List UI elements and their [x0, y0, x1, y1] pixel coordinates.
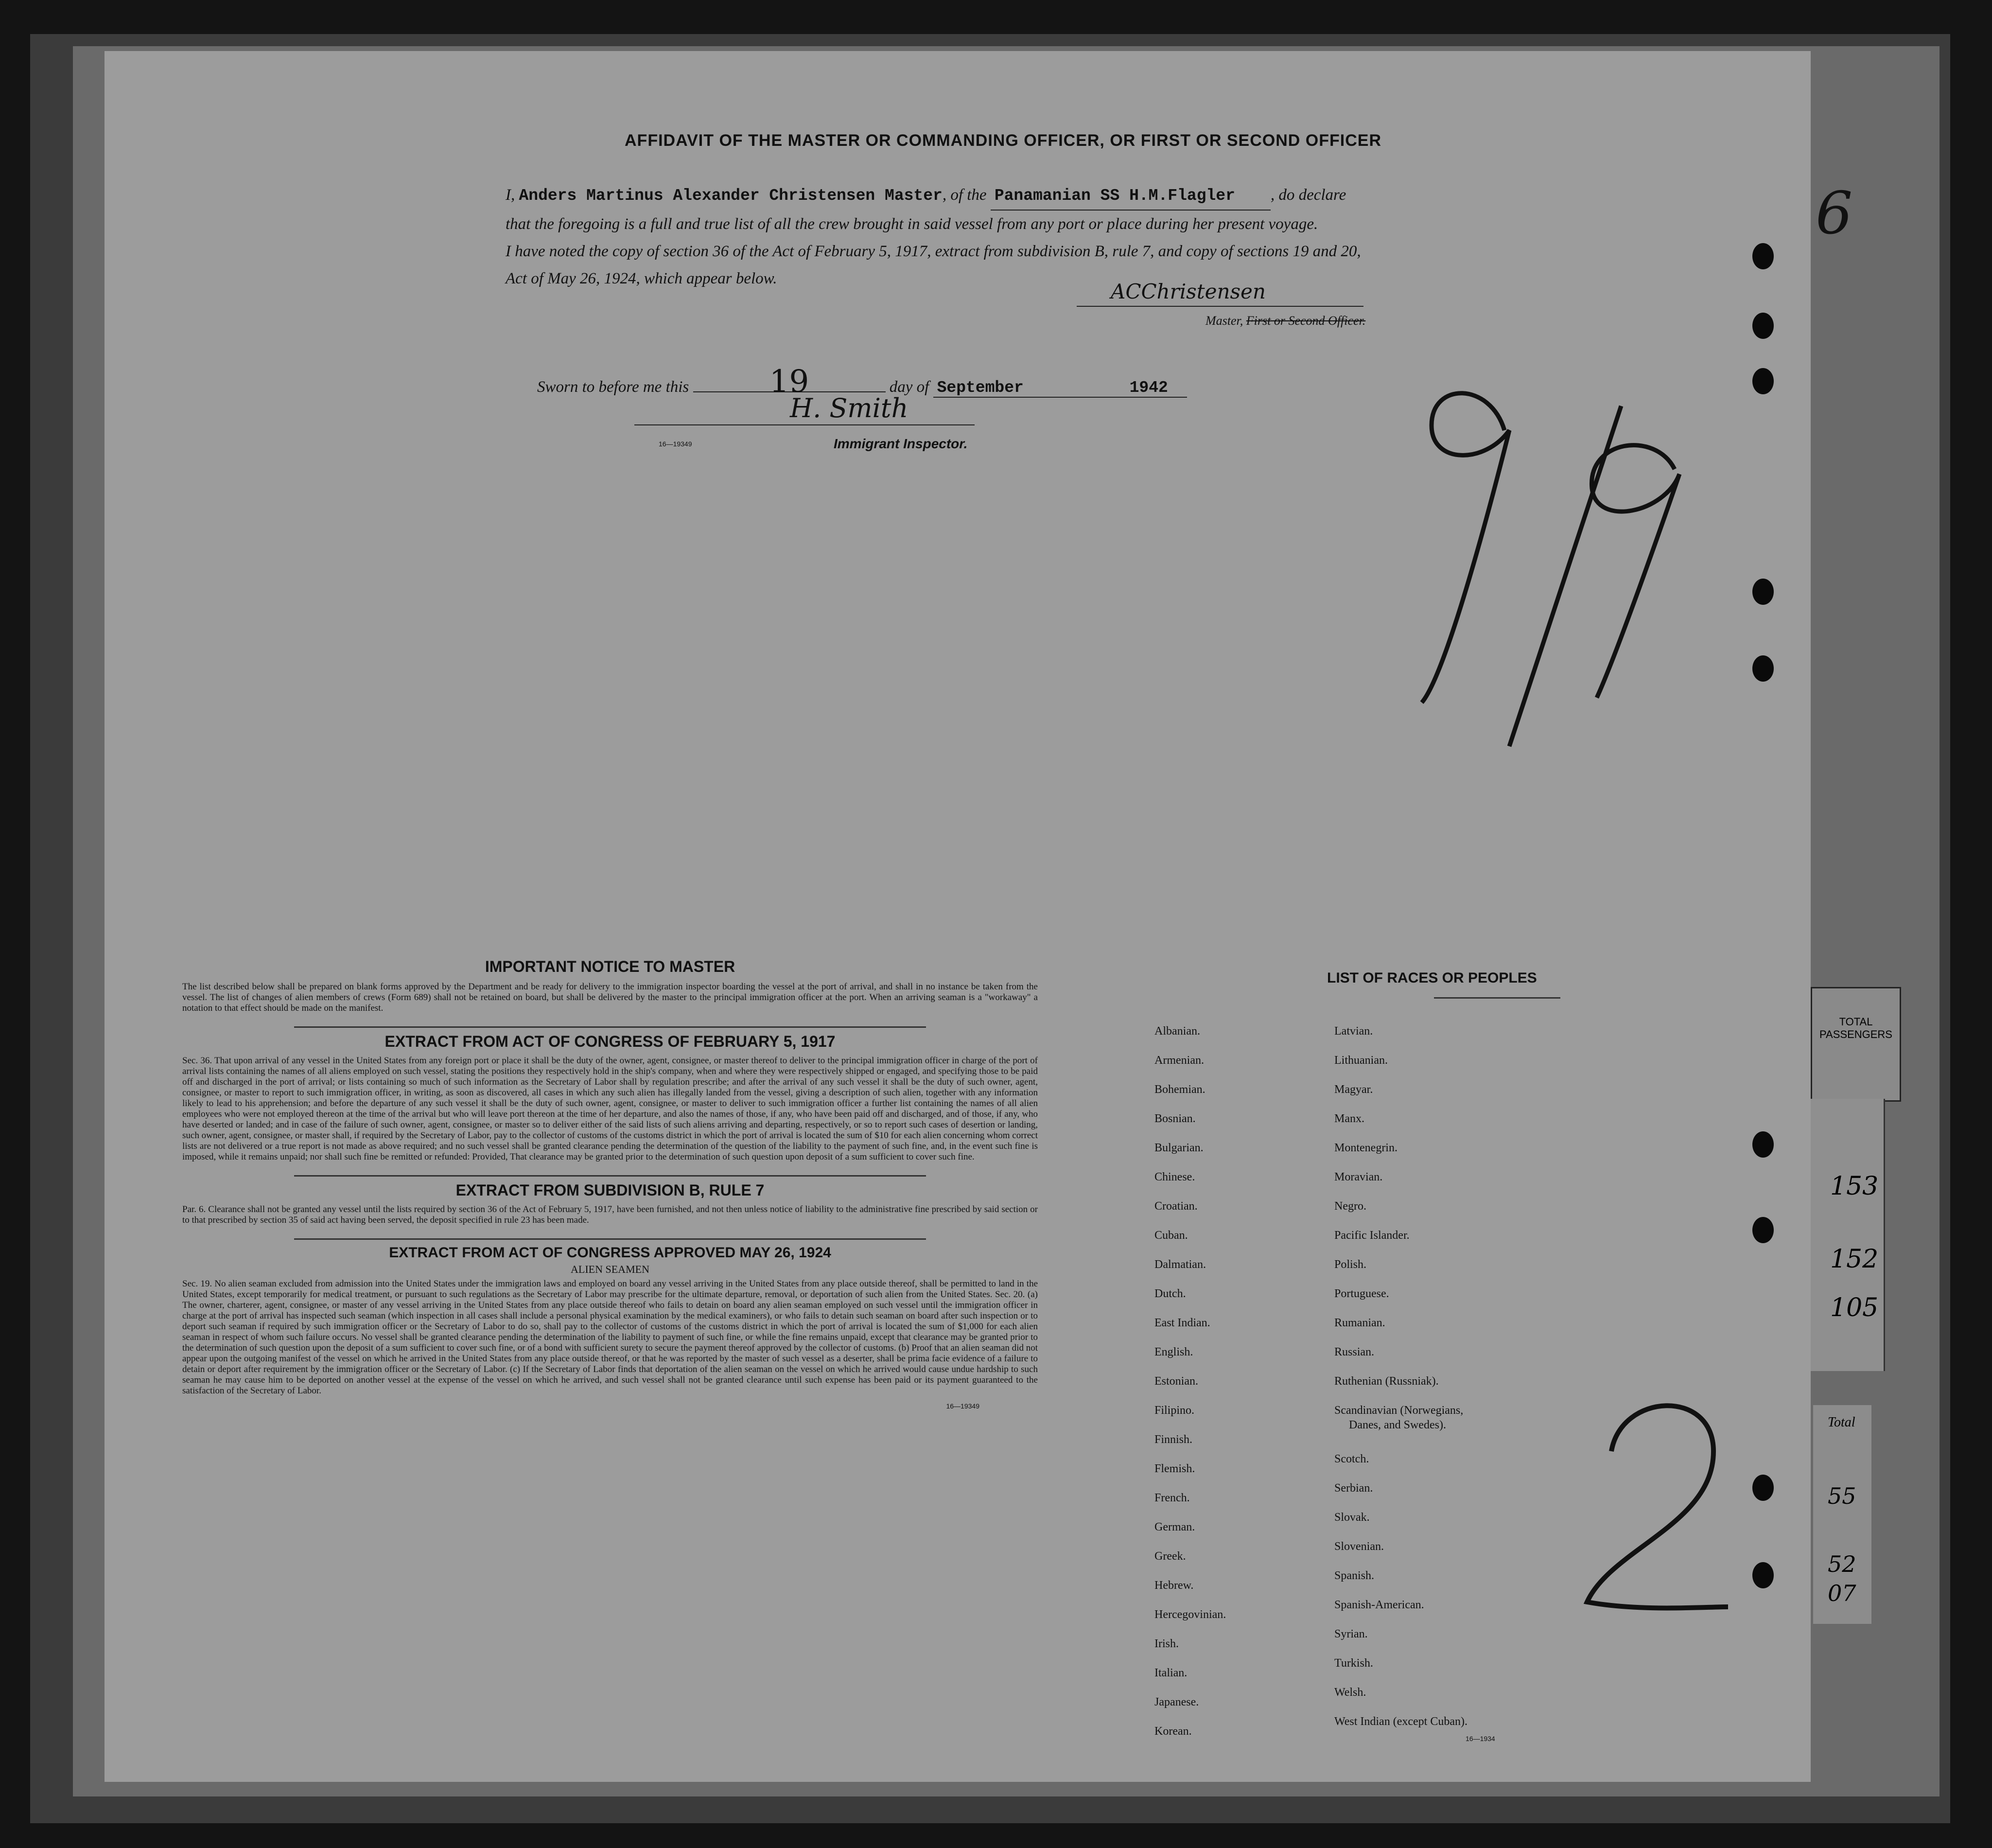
race-item: Lithuanian.: [1334, 1054, 1388, 1067]
master-signature-block: [1077, 280, 1368, 309]
race-item: German.: [1154, 1521, 1195, 1533]
race-item: Bosnian.: [1154, 1112, 1196, 1125]
affidavit-form-code: 16—19349: [659, 440, 692, 448]
race-item: Dalmatian.: [1154, 1258, 1206, 1271]
race-item: Pacific Islander.: [1334, 1229, 1410, 1242]
of-the-text: , of the: [942, 186, 987, 204]
divider: [294, 1238, 926, 1240]
box-label-passengers: PASSENGERS: [1819, 1028, 1892, 1040]
divider: [1434, 997, 1560, 999]
race-item: Chinese.: [1154, 1171, 1195, 1183]
race-item: Portuguese.: [1334, 1287, 1389, 1300]
races-right-column: [1334, 1025, 1645, 1742]
race-item: Manx.: [1334, 1112, 1364, 1125]
race-item: Italian.: [1154, 1667, 1188, 1679]
race-item: Filipino.: [1154, 1404, 1195, 1417]
master-caption: [1206, 314, 1365, 328]
race-item: Moravian.: [1334, 1171, 1383, 1183]
vessel-name: Panamanian SS H.M.Flagler: [991, 182, 1271, 211]
margin-total-label: Total: [1828, 1415, 1855, 1430]
race-item: Cuban.: [1154, 1229, 1188, 1242]
sworn-prefix: Sworn to before me this: [537, 378, 689, 396]
divider: [294, 1026, 926, 1028]
punch-hole: [1752, 1475, 1774, 1501]
box-label-total: TOTAL: [1839, 1016, 1873, 1028]
race-item: Hercegovinian.: [1154, 1608, 1226, 1621]
race-item: Flemish.: [1154, 1462, 1195, 1475]
race-item: Spanish.: [1334, 1569, 1375, 1582]
extract3-text: Sec. 19. No alien seaman excluded from admission into the United States under the immigration laws and employed on board any vessel arriving in the United States from any place outside thereof, shall be permitted to land in the United States, except temporarily for medical treatment, or pursuant to such regulations as the Secretary of Labor may prescribe for the ultimate departure, removal, or deportation of such alien from the United States. Sec. 20. (a) The owner, charterer, agent, consignee, or master of any vessel arriving in the United States from any place outside thereof who fails to detain on board any alien seaman employed on such vessel until the immigration officer in charge at the port of arrival has inspected such seaman (which inspection in all cases shall include a personal physical examination by the medical examiners), or who fails to detain such seaman on board after such inspection or to deport such seaman if required by such immigration officer or the Secretary of Labor to do so, shall pay to the collector of customs of the customs district in which the port of arrival is located the sum of $1,000 for each alien seaman in respect of whom such failure occurs. No vessel shall be granted clearance pending the determination of the liability to payment of such fine, or while the fine remains unpaid, except that clearance may be granted prior to the determination of such question upon the deposit of a sum sufficient to cover such fine, or of a bond with sufficient surety to secure the payment thereof approved by the collector of customs. (b) Proof that an alien seaman did not appear upon the outgoing manifest of the vessel on which he arrived in the United States from any place outside thereof, or that he was reported by the master of such vessel as a deserter, shall be prima facie evidence of a failure to detain or deport after requirement by the immigration officer or the Secretary of Labor. (c) If the Secretary of Labor finds that deportation of the alien seaman on the vessel on which he arrived would cause undue hardship to such seaman he may cause him to be deported on another vessel at the expense of the vessel on which he arrived, and such vessel shall not be granted clearance until such expense has been paid or its payment guaranteed to the satisfaction of the Secretary of Labor.: [182, 1279, 1038, 1396]
extract2-text: Par. 6. Clearance shall not be granted any vessel until the lists required by section 36 of the Act of February 5, 1917, have been furnished, and not then unless notice of liability to the administrative fine prescribed by said section or to that prescribed by section 35 of said act having been served, the deposit specified in rule 23 has been made.: [182, 1204, 1038, 1225]
race-item: French.: [1154, 1492, 1190, 1504]
race-item: Russian.: [1334, 1346, 1375, 1358]
race-item: Irish.: [1154, 1637, 1179, 1650]
extract1-title: EXTRACT FROM ACT OF CONGRESS OF FEBRUARY 5, 1917: [384, 1033, 836, 1050]
race-item: Ruthenian (Russniak).: [1334, 1375, 1439, 1388]
declaration-line-1: [506, 181, 1526, 211]
sworn-year: 1942: [1126, 379, 1187, 398]
affidavit-title: AFFIDAVIT OF THE MASTER OR COMMANDING OFFICER, OR FIRST OR SECOND OFFICER: [625, 131, 1381, 150]
race-item: Welsh.: [1334, 1686, 1366, 1699]
race-item: Slovenian.: [1334, 1540, 1384, 1553]
declaration-line-2: that the foregoing is a full and true list of all the crew brought in said vessel from any port or place during her present voyage.: [506, 215, 1318, 233]
margin-number-strip-2: [1813, 1405, 1871, 1624]
race-item: Serbian.: [1334, 1482, 1373, 1495]
extract1-text: Sec. 36. That upon arrival of any vessel in the United States from any foreign port or place it shall be the duty of the owner, agent, consignee, or master thereof to deliver to the principal immigration officer in charge of the port of arrival lists containing the names of all aliens employed on such vessel, stating the positions they respectively hold in the ship's company, when and where they were respectively shipped or engaged, and specifying those to be paid off and discharged in the port of arrival; or lists containing so much of such information as the Secretary of Labor shall by regulation prescribe; and after the arrival of any such vessel it shall be the duty of such owner, agent, consignee, or master to report to such immigration officer, in writing, as soon as discovered, all cases in which any such alien has illegally landed from the vessel, giving a description of such alien, together with any information likely to lead to his apprehension; and before the departure of any such vessel it shall be the duty of such owner, agent, consignee, or master to deliver to such immigration officer a further list containing the names of all alien employees who were not employed thereon at the time of the arrival but who will leave port thereon at the time of her departure, and also the names of those, if any, who have been paid off and discharged, and of those, if any, who have deserted or landed; and in case of the failure of such owner, agent, consignee, or master so to deliver either of the said lists of such aliens arriving and departing, respectively, or so to report such cases of desertion or landing, such owner, agent, consignee, or master shall, if required by the Secretary of Labor, pay to the collector of customs of the customs district in which the port of arrival is located the sum of $10 for each alien concerning whom correct lists are not delivered or a true report is not made as above required; and no such vessel shall be granted clearance pending the determination of the question of the liability to the payment of such fine, and, in the event such fine is imposed, while it remains unpaid; nor shall such fine be remitted or refunded: Provided, That clearance may be granted prior to the determination of such question upon deposit of a sum sufficient to cover such fine.: [182, 1056, 1038, 1162]
master-caption-master: Master,: [1206, 314, 1243, 328]
races-left-column: [1154, 1025, 1329, 1754]
handwritten-date-mark: [1393, 352, 1820, 761]
punch-hole: [1752, 313, 1774, 339]
affidavit-page: [105, 51, 1811, 1782]
race-item: Bohemian.: [1154, 1083, 1206, 1096]
race-item: Armenian.: [1154, 1054, 1204, 1067]
races-form-code: 16—1934: [1466, 1735, 1495, 1742]
race-item: Montenegrin.: [1334, 1142, 1398, 1154]
sworn-month: September: [933, 379, 1126, 398]
punch-hole: [1752, 1217, 1774, 1243]
total-passengers-box: [1811, 987, 1901, 1102]
margin-top-digit: 6: [1816, 180, 1853, 247]
day-of-text: day of: [889, 378, 929, 396]
master-caption-struck: First or Second Officer.: [1246, 314, 1366, 328]
divider: [294, 1175, 926, 1177]
declaration-paragraph: [506, 181, 1526, 292]
race-item: Finnish.: [1154, 1433, 1193, 1446]
notice-text: The list described below shall be prepared on blank forms approved by the Department and be ready for delivery to the immigration inspector boarding the vessel at the port of arrival, and shall in no instance be taken from the vessel. The list of changes of alien members of crews (Form 689) shall not be retained on board, but shall be delivered by the master to the principal immigration officer at the port. When an arriving seaman is a "workaway" a notation to that effect should be made on the manifest.: [182, 982, 1038, 1013]
race-item: Korean.: [1154, 1725, 1192, 1738]
notice-form-code: 16—19349: [946, 1402, 979, 1410]
extract3-title: EXTRACT FROM ACT OF CONGRESS APPROVED MAY 26, 1924: [389, 1245, 831, 1261]
i-prefix: I,: [506, 186, 515, 204]
margin-number-6: 07: [1828, 1580, 1856, 1606]
race-item: Estonian.: [1154, 1375, 1198, 1388]
race-item: Negro.: [1334, 1200, 1366, 1213]
race-item: West Indian (except Cuban).: [1334, 1715, 1468, 1728]
race-item: Japanese.: [1154, 1696, 1199, 1708]
race-item: Slovak.: [1334, 1511, 1370, 1524]
punch-hole: [1752, 1562, 1774, 1588]
margin-number-2: 152: [1830, 1245, 1879, 1274]
inspector-signature: H. Smith: [634, 396, 975, 425]
race-item: Dutch.: [1154, 1287, 1186, 1300]
extract2-title: EXTRACT FROM SUBDIVISION B, RULE 7: [455, 1181, 765, 1199]
race-item: East Indian.: [1154, 1317, 1210, 1329]
master-name: Anders Martinus Alexander Christensen Master: [519, 187, 943, 205]
punch-hole: [1752, 243, 1774, 269]
inspector-caption: Immigrant Inspector.: [834, 436, 968, 451]
margin-number-strip: [1811, 1099, 1885, 1371]
sworn-day: 19: [693, 372, 886, 392]
margin-number-1: 153: [1830, 1172, 1879, 1201]
race-item: Turkish.: [1334, 1657, 1373, 1670]
race-item-continued: Danes, and Swedes).: [1349, 1419, 1446, 1431]
race-item: Scotch.: [1334, 1453, 1369, 1465]
margin-number-5: 52: [1828, 1551, 1856, 1577]
race-item: Albanian.: [1154, 1025, 1200, 1038]
date-mark-text: 9/19: [1393, 352, 1394, 353]
race-item: Syrian.: [1334, 1628, 1368, 1640]
punch-hole: [1752, 579, 1774, 605]
margin-number-4: 55: [1828, 1483, 1856, 1509]
race-item: Bulgarian.: [1154, 1142, 1204, 1154]
race-item: Hebrew.: [1154, 1579, 1194, 1592]
race-item: Polish.: [1334, 1258, 1367, 1271]
punch-hole: [1752, 655, 1774, 682]
race-item: Spanish-American.: [1334, 1599, 1424, 1611]
declaration-line-3: I have noted the copy of section 36 of the Act of February 5, 1917, extract from subdivision B, rule 7, and copy of sections 19 and 20,: [506, 243, 1361, 260]
race-item: Magyar.: [1334, 1083, 1373, 1096]
race-item: Scandinavian (Norwegians,: [1334, 1404, 1464, 1417]
notice-title: IMPORTANT NOTICE TO MASTER: [485, 958, 735, 975]
race-item: Latvian.: [1334, 1025, 1373, 1038]
race-item: Croatian.: [1154, 1200, 1198, 1213]
margin-number-3: 105: [1830, 1293, 1879, 1322]
extract3-subtitle: ALIEN SEAMEN: [571, 1263, 649, 1275]
race-item: Greek.: [1154, 1550, 1186, 1563]
do-declare-text: , do declare: [1270, 186, 1346, 204]
race-item: English.: [1154, 1346, 1193, 1358]
notice-section: [182, 958, 1038, 1410]
races-section: [1220, 970, 1658, 999]
master-signature: ACChristensen: [1077, 280, 1363, 307]
punch-hole: [1752, 368, 1774, 394]
declaration-line-4: Act of May 26, 1924, which appear below.: [506, 270, 777, 287]
punch-hole: [1752, 1131, 1774, 1158]
races-title: LIST OF RACES OR PEOPLES: [1327, 970, 1537, 986]
race-item: Rumanian.: [1334, 1317, 1385, 1329]
